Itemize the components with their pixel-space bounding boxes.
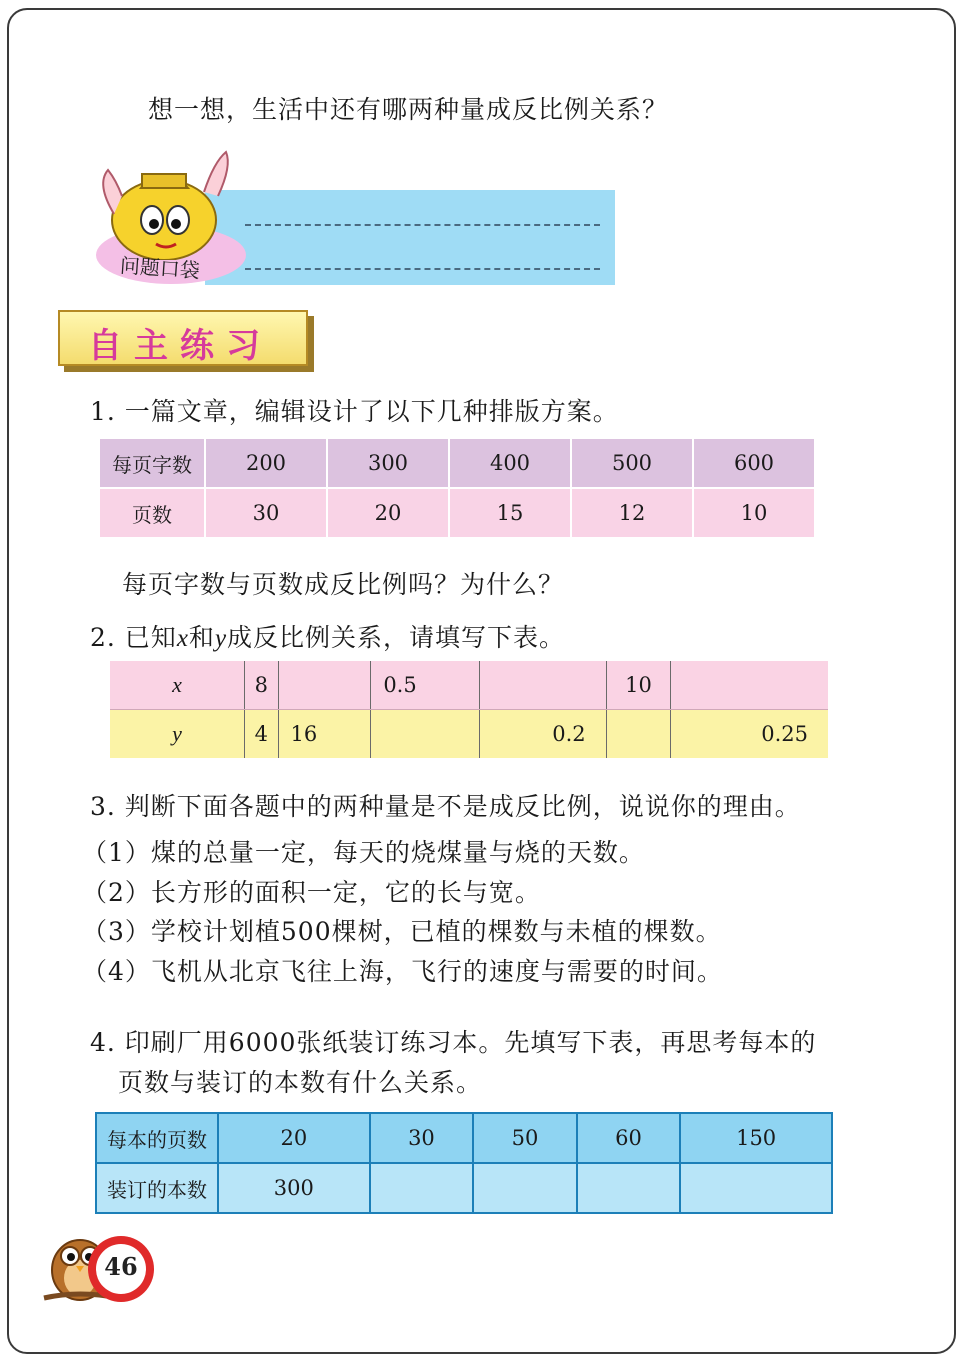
row-header: 每本的页数 (96, 1113, 218, 1163)
table-cell: 400 (449, 439, 571, 488)
q2-var-y: y (214, 625, 228, 652)
row-header: 装订的本数 (96, 1163, 218, 1213)
table-cell: 0.5 (371, 661, 479, 710)
table-cell-blank[interactable] (606, 710, 671, 759)
table-row (96, 1113, 832, 1163)
table-cell: 10 (606, 661, 671, 710)
table-cell-blank[interactable] (479, 661, 606, 710)
question-2 (90, 618, 565, 654)
table-cell: 200 (205, 439, 327, 488)
answer-box[interactable] (205, 190, 615, 285)
question-1-followup: 每页字数与页数成反比例吗？为什么？ (122, 570, 565, 599)
table-cell: 10 (693, 488, 815, 538)
pocket-label: 问题口袋 (119, 253, 201, 283)
page-number: 46 (104, 1252, 138, 1281)
table-cell: 4 (245, 710, 279, 759)
table-cell: 150 (680, 1113, 832, 1163)
table-row (110, 661, 828, 710)
q3-item: （3）学校计划植500棵树，已植的棵数与未植的棵数。 (82, 917, 722, 946)
table-cell-blank[interactable] (278, 661, 371, 710)
table-row (110, 710, 828, 759)
table-cell: 500 (571, 439, 693, 488)
row-header: y (110, 710, 245, 759)
table-cell: 60 (577, 1113, 681, 1163)
table-cell: 20 (327, 488, 449, 538)
table-row (96, 1163, 832, 1213)
table-row (100, 488, 815, 538)
table-cell: 12 (571, 488, 693, 538)
table-cell: 0.2 (479, 710, 606, 759)
table-cell: 50 (473, 1113, 577, 1163)
table-cell-blank[interactable] (680, 1163, 832, 1213)
q3-item: （2）长方形的面积一定，它的长与宽。 (82, 878, 541, 907)
table-cell-blank[interactable] (473, 1163, 577, 1213)
answer-line (245, 268, 600, 270)
table-cell-blank[interactable] (671, 661, 828, 710)
q2-table (110, 661, 828, 758)
pocket-mascot-icon (86, 140, 236, 260)
question-3: 3. 判断下面各题中的两种量是不是成反比例，说说你的理由。 (90, 792, 801, 821)
table-cell: 16 (278, 710, 371, 759)
table-cell: 0.25 (671, 710, 828, 759)
q3-item: （4）飞机从北京飞往上海，飞行的速度与需要的时间。 (82, 957, 723, 986)
q2-text: 2. 已知 (90, 623, 177, 652)
question-4-line1: 4. 印刷厂用6000张纸装订练习本。先填写下表，再思考每本的 (90, 1028, 817, 1057)
question-4-line2: 页数与装订的本数有什么关系。 (118, 1068, 483, 1097)
row-header: x (110, 661, 245, 710)
q2-text: 和 (188, 623, 215, 652)
table-cell: 20 (218, 1113, 370, 1163)
answer-line (245, 224, 600, 226)
q3-item: （1）煤的总量一定，每天的烧煤量与烧的天数。 (82, 838, 645, 867)
table-cell: 8 (245, 661, 279, 710)
table-row (100, 439, 815, 488)
table-cell: 30 (205, 488, 327, 538)
table-cell: 15 (449, 488, 571, 538)
table-cell: 600 (693, 439, 815, 488)
table-cell: 300 (218, 1163, 370, 1213)
table-cell: 300 (327, 439, 449, 488)
row-header: 页数 (100, 488, 205, 538)
row-header: 每页字数 (100, 439, 205, 488)
q1-table (100, 439, 816, 539)
table-cell-blank[interactable] (371, 710, 479, 759)
q2-text: 成反比例关系，请填写下表。 (227, 623, 566, 652)
table-cell: 30 (370, 1113, 474, 1163)
q4-table (95, 1112, 833, 1214)
question-1: 1. 一篇文章，编辑设计了以下几种排版方案。 (90, 397, 619, 426)
table-cell-blank[interactable] (370, 1163, 474, 1213)
section-title: 自主练习 (88, 326, 272, 366)
think-prompt: 想一想，生活中还有哪两种量成反比例关系？ (148, 95, 669, 124)
q2-var-x: x (176, 625, 189, 652)
table-cell-blank[interactable] (577, 1163, 681, 1213)
